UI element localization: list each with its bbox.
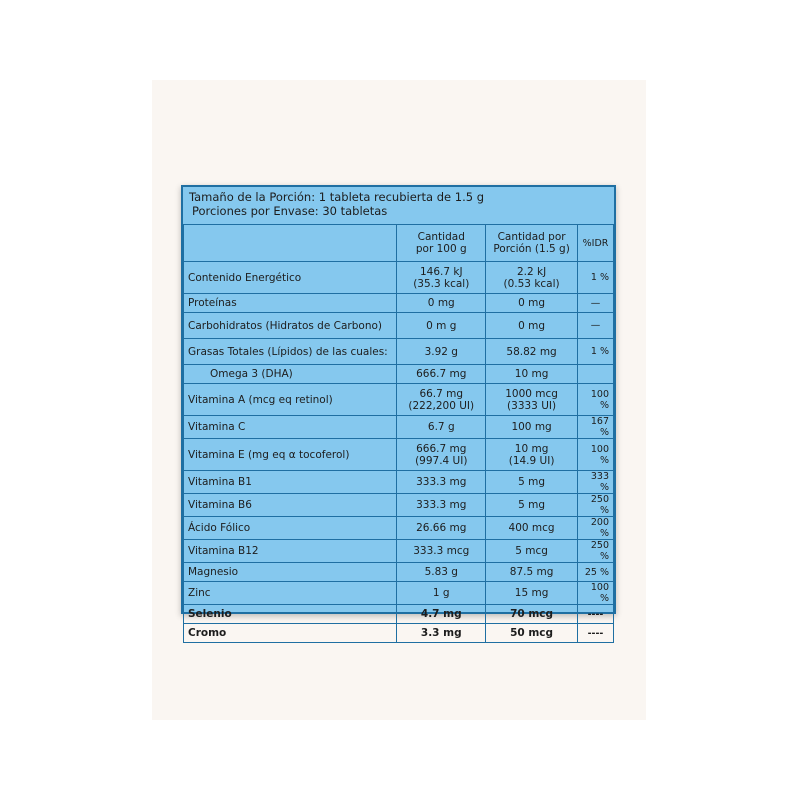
per-serving-value: 70 mcg	[486, 605, 578, 624]
table-row	[184, 339, 614, 365]
per-serving-value: 5 mg	[486, 494, 578, 517]
nutrient-name: Vitamina B1	[184, 471, 397, 494]
nutrient-name: Vitamina B12	[184, 540, 397, 563]
nutrient-name: Grasas Totales (Lípidos) de las cuales:	[184, 339, 397, 365]
nutrient-name: Zinc	[184, 582, 397, 605]
per-serving-value: 2.2 kJ (0.53 kcal)	[486, 262, 578, 294]
per-serving-value: 5 mcg	[486, 540, 578, 563]
idr-value: ----	[577, 605, 613, 624]
servings-per-container-text: Porciones por Envase: 30 tabletas	[192, 204, 388, 218]
table-row	[184, 384, 614, 416]
idr-value: ----	[577, 624, 613, 643]
table-row	[184, 471, 614, 494]
idr-value: 1 %	[577, 339, 613, 365]
per100-value: 0 m g	[397, 313, 486, 339]
per100-value: 666.7 mg	[397, 365, 486, 384]
idr-value: 100 %	[577, 582, 613, 605]
nutrition-facts-label	[181, 185, 616, 639]
nutrient-name: Proteínas	[184, 294, 397, 313]
per100-value: 26.66 mg	[397, 517, 486, 540]
table-row	[184, 494, 614, 517]
idr-value: —	[577, 313, 613, 339]
idr-value: 200 %	[577, 517, 613, 540]
idr-value: 100 %	[577, 439, 613, 471]
per100-value: 333.3 mg	[397, 494, 486, 517]
per100-value: 5.83 g	[397, 563, 486, 582]
header-empty-cell	[184, 225, 397, 262]
idr-value: 1 %	[577, 262, 613, 294]
per-serving-value: 15 mg	[486, 582, 578, 605]
idr-value: 25 %	[577, 563, 613, 582]
header-per-100g: Cantidad por 100 g	[397, 225, 486, 262]
per-serving-value: 100 mg	[486, 416, 578, 439]
idr-value: 167 %	[577, 416, 613, 439]
nutrient-name: Omega 3 (DHA)	[184, 365, 397, 384]
per-serving-value: 0 mg	[486, 294, 578, 313]
per-serving-value: 400 mcg	[486, 517, 578, 540]
table-row	[184, 605, 614, 624]
per100-value: 6.7 g	[397, 416, 486, 439]
table-row	[184, 624, 614, 643]
per-serving-value: 0 mg	[486, 313, 578, 339]
table-row	[184, 262, 614, 294]
table-row	[184, 517, 614, 540]
per-serving-value: 58.82 mg	[486, 339, 578, 365]
idr-value: 250 %	[577, 540, 613, 563]
nutrient-name: Ácido Fólico	[184, 517, 397, 540]
table-row	[184, 294, 614, 313]
table-row	[184, 582, 614, 605]
per-serving-value: 1000 mcg (3333 UI)	[486, 384, 578, 416]
table-row	[184, 540, 614, 563]
table-row	[184, 365, 614, 384]
per100-value: 0 mg	[397, 294, 486, 313]
nutrient-name: Cromo	[184, 624, 397, 643]
per100-value: 146.7 kJ (35.3 kcal)	[397, 262, 486, 294]
idr-value: 250 %	[577, 494, 613, 517]
nutrient-rows	[184, 262, 614, 643]
per100-value: 3.3 mg	[397, 624, 486, 643]
per100-value: 66.7 mg (222,200 UI)	[397, 384, 486, 416]
table-row	[184, 416, 614, 439]
per-serving-value: 87.5 mg	[486, 563, 578, 582]
per100-value: 333.3 mcg	[397, 540, 486, 563]
per-serving-value: 10 mg	[486, 365, 578, 384]
per100-value: 4.7 mg	[397, 605, 486, 624]
nutrient-name: Vitamina C	[184, 416, 397, 439]
idr-value: 333 %	[577, 471, 613, 494]
table-row	[184, 313, 614, 339]
nutrient-name: Vitamina E (mg eq α tocoferol)	[184, 439, 397, 471]
nutrient-name: Vitamina A (mcg eq retinol)	[184, 384, 397, 416]
per-serving-value: 10 mg (14.9 UI)	[486, 439, 578, 471]
per-serving-value: 5 mg	[486, 471, 578, 494]
nutrient-name: Contenido Energético	[184, 262, 397, 294]
per100-value: 333.3 mg	[397, 471, 486, 494]
header-per-serving: Cantidad por Porción (1.5 g)	[486, 225, 578, 262]
nutrient-name: Selenio	[184, 605, 397, 624]
idr-value	[577, 365, 613, 384]
per100-value: 666.7 mg (997.4 UI)	[397, 439, 486, 471]
table-row	[184, 563, 614, 582]
idr-value: —	[577, 294, 613, 313]
table-header-row	[184, 225, 614, 262]
per100-value: 1 g	[397, 582, 486, 605]
nutrient-name: Vitamina B6	[184, 494, 397, 517]
idr-value: 100 %	[577, 384, 613, 416]
serving-info	[183, 187, 614, 224]
table-row	[184, 439, 614, 471]
nutrient-name: Magnesio	[184, 563, 397, 582]
serving-size-text: Tamaño de la Porción: 1 tableta recubierta de 1.5 g	[189, 190, 484, 204]
nutrition-table	[183, 224, 614, 643]
header-idr: %IDR	[577, 225, 613, 262]
per100-value: 3.92 g	[397, 339, 486, 365]
per-serving-value: 50 mcg	[486, 624, 578, 643]
nutrient-name: Carbohidratos (Hidratos de Carbono)	[184, 313, 397, 339]
